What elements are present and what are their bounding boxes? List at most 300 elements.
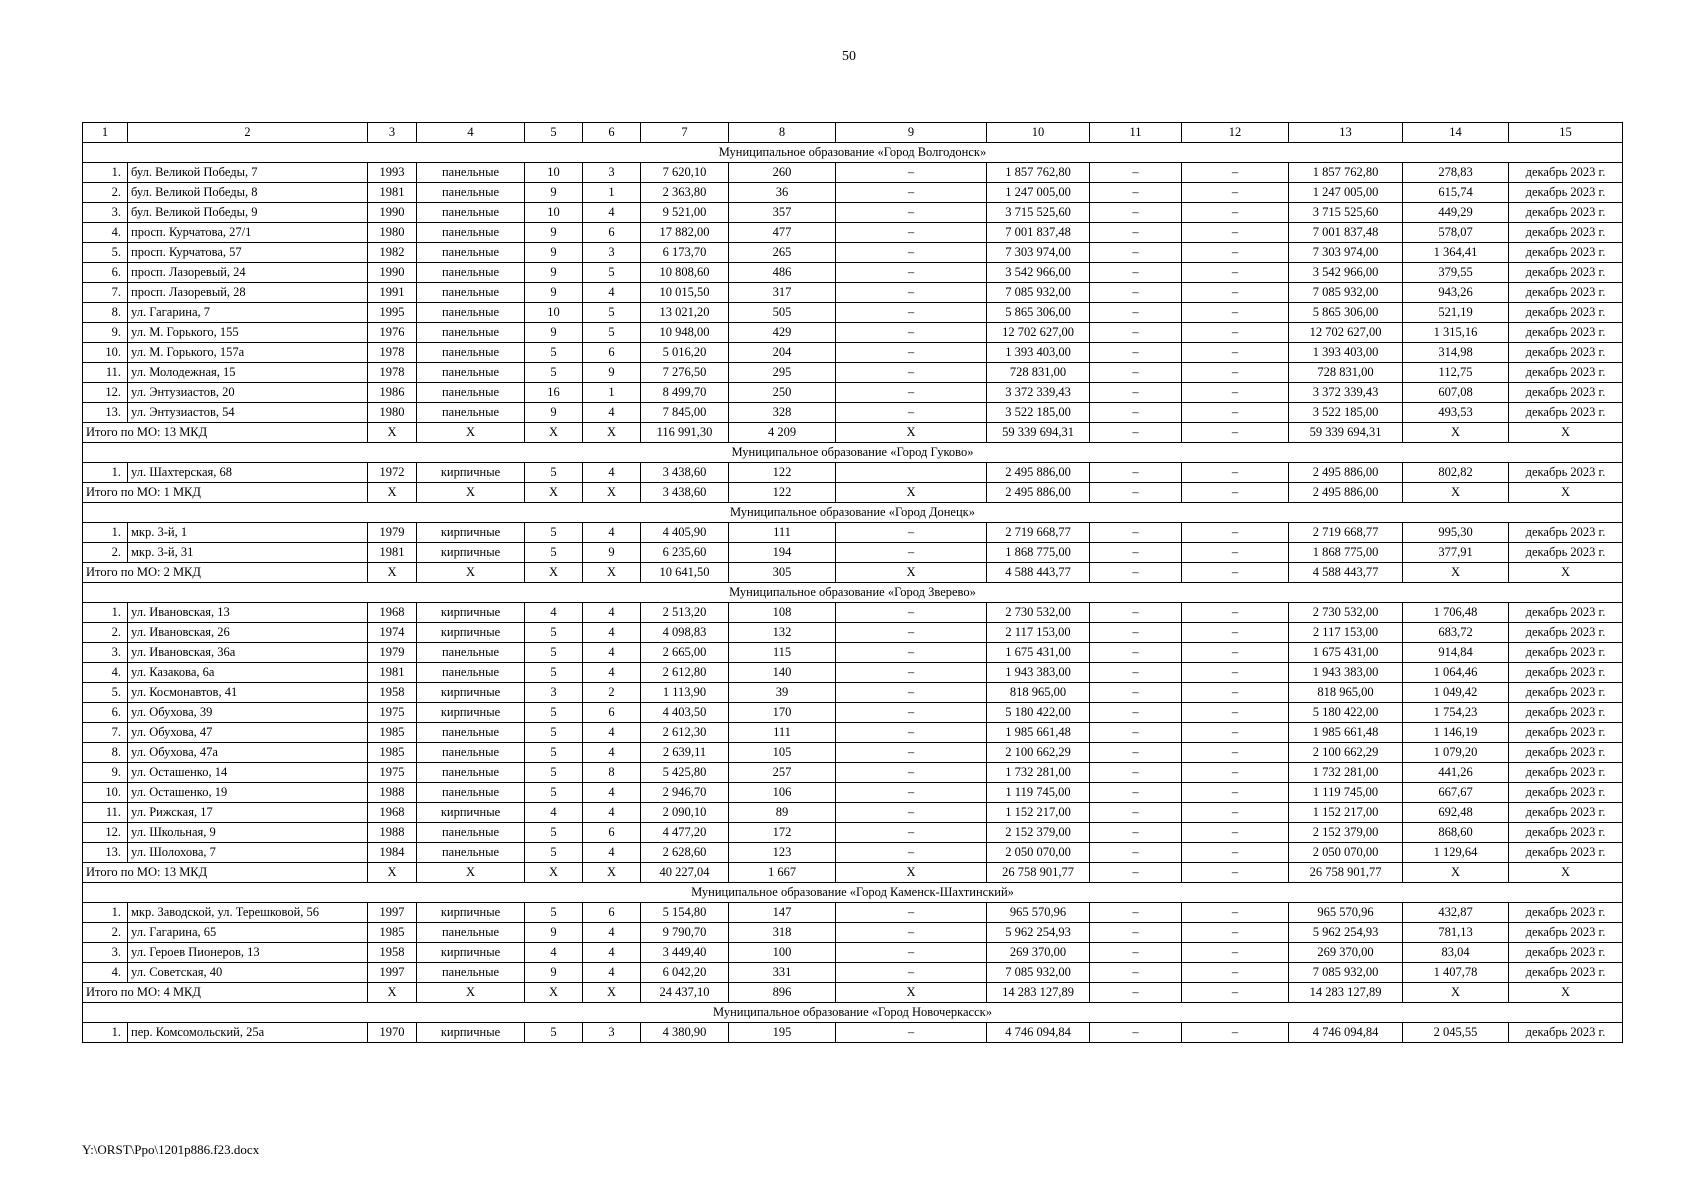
- table-cell: кирпичные: [417, 603, 525, 623]
- table-cell: 5: [525, 643, 583, 663]
- table-cell: –: [1090, 323, 1182, 343]
- table-cell: 1968: [368, 603, 417, 623]
- table-cell: декабрь 2023 г.: [1509, 903, 1623, 923]
- total-cell: 59 339 694,31: [987, 423, 1090, 443]
- total-cell: 305: [729, 563, 836, 583]
- table-cell: 7 276,50: [641, 363, 729, 383]
- municipality-total-row: [83, 423, 1623, 443]
- table-cell: –: [1090, 663, 1182, 683]
- table-cell: 3 522 185,00: [1289, 403, 1403, 423]
- table-cell: декабрь 2023 г.: [1509, 403, 1623, 423]
- total-cell: –: [1090, 483, 1182, 503]
- table-cell: декабрь 2023 г.: [1509, 1023, 1623, 1043]
- table-cell: 4: [525, 803, 583, 823]
- table-cell: 1 152 217,00: [987, 803, 1090, 823]
- table-cell: 317: [729, 283, 836, 303]
- table-cell: 2 946,70: [641, 783, 729, 803]
- table-cell: –: [836, 923, 987, 943]
- table-cell: панельные: [417, 783, 525, 803]
- table-cell: 4: [583, 923, 641, 943]
- table-row: [83, 823, 1623, 843]
- total-cell: Х: [836, 563, 987, 583]
- table-cell: 1 868 775,00: [987, 543, 1090, 563]
- table-cell: 10.: [83, 343, 128, 363]
- table-cell: 9: [525, 263, 583, 283]
- table-row: [83, 623, 1623, 643]
- table-cell: –: [1090, 923, 1182, 943]
- table-cell: 2 665,00: [641, 643, 729, 663]
- table-cell: 260: [729, 163, 836, 183]
- table-cell: 6: [583, 703, 641, 723]
- table-cell: ул. Энтузиастов, 20: [128, 383, 368, 403]
- table-cell: –: [1182, 623, 1289, 643]
- table-cell: –: [1182, 223, 1289, 243]
- table-cell: 111: [729, 523, 836, 543]
- table-cell: 1978: [368, 363, 417, 383]
- table-cell: панельные: [417, 823, 525, 843]
- column-number-header: 9: [836, 123, 987, 143]
- table-cell: –: [1182, 743, 1289, 763]
- table-cell: 1993: [368, 163, 417, 183]
- table-cell: 122: [729, 463, 836, 483]
- table-cell: 2 612,80: [641, 663, 729, 683]
- table-cell: 1 706,48: [1403, 603, 1509, 623]
- table-cell: 1.: [83, 603, 128, 623]
- table-row: [83, 163, 1623, 183]
- total-cell: Х: [836, 423, 987, 443]
- table-cell: 2 100 662,29: [987, 743, 1090, 763]
- table-cell: 5.: [83, 243, 128, 263]
- table-cell: 5 180 422,00: [987, 703, 1090, 723]
- table-cell: просп. Курчатова, 57: [128, 243, 368, 263]
- table-cell: 4.: [83, 223, 128, 243]
- table-cell: –: [1182, 163, 1289, 183]
- table-cell: –: [1090, 383, 1182, 403]
- total-cell: 26 758 901,77: [1289, 863, 1403, 883]
- table-cell: 1972: [368, 463, 417, 483]
- table-cell: 521,19: [1403, 303, 1509, 323]
- total-label: Итого по МО: 13 МКД: [83, 423, 368, 443]
- total-cell: –: [1090, 863, 1182, 883]
- table-cell: –: [1090, 963, 1182, 983]
- table-cell: 493,53: [1403, 403, 1509, 423]
- table-row: [83, 923, 1623, 943]
- table-cell: 2 628,60: [641, 843, 729, 863]
- column-number-header: 12: [1182, 123, 1289, 143]
- table-cell: 3.: [83, 203, 128, 223]
- table-cell: 11.: [83, 803, 128, 823]
- table-cell: –: [1090, 623, 1182, 643]
- table-cell: 1 393 403,00: [987, 343, 1090, 363]
- table-cell: 9: [583, 543, 641, 563]
- table-cell: кирпичные: [417, 803, 525, 823]
- total-cell: –: [1182, 983, 1289, 1003]
- table-cell: 1981: [368, 663, 417, 683]
- table-cell: 5.: [83, 683, 128, 703]
- table-cell: 5 962 254,93: [987, 923, 1090, 943]
- table-cell: 4: [583, 403, 641, 423]
- table-cell: –: [836, 823, 987, 843]
- table-cell: декабрь 2023 г.: [1509, 323, 1623, 343]
- table-cell: 3 522 185,00: [987, 403, 1090, 423]
- table-cell: 5: [525, 543, 583, 563]
- column-number-header: 8: [729, 123, 836, 143]
- table-cell: –: [1182, 383, 1289, 403]
- table-cell: 11.: [83, 363, 128, 383]
- table-cell: декабрь 2023 г.: [1509, 823, 1623, 843]
- table-cell: –: [1090, 463, 1182, 483]
- table-cell: 2 513,20: [641, 603, 729, 623]
- total-cell: –: [1182, 563, 1289, 583]
- table-cell: ул. Рижская, 17: [128, 803, 368, 823]
- table-cell: панельные: [417, 743, 525, 763]
- table-cell: 1985: [368, 743, 417, 763]
- table-cell: –: [836, 183, 987, 203]
- table-cell: 7 620,10: [641, 163, 729, 183]
- table-row: [83, 243, 1623, 263]
- table-cell: декабрь 2023 г.: [1509, 683, 1623, 703]
- table-cell: 4: [583, 663, 641, 683]
- table-cell: –: [836, 843, 987, 863]
- table-cell: –: [1090, 223, 1182, 243]
- total-cell: Х: [368, 483, 417, 503]
- table-cell: 172: [729, 823, 836, 843]
- table-cell: 965 570,96: [987, 903, 1090, 923]
- table-row: [83, 303, 1623, 323]
- total-cell: Х: [525, 423, 583, 443]
- municipality-total-row: [83, 983, 1623, 1003]
- column-number-header: 4: [417, 123, 525, 143]
- table-cell: –: [836, 1023, 987, 1043]
- municipality-title: Муниципальное образование «Город Гуково»: [83, 443, 1623, 463]
- table-cell: 5 016,20: [641, 343, 729, 363]
- table-cell: –: [1182, 703, 1289, 723]
- table-row: [83, 383, 1623, 403]
- table-cell: 943,26: [1403, 283, 1509, 303]
- table-cell: 5: [525, 523, 583, 543]
- table-cell: –: [1090, 203, 1182, 223]
- table-cell: –: [1182, 603, 1289, 623]
- total-cell: Х: [1509, 423, 1623, 443]
- total-cell: Х: [417, 983, 525, 1003]
- table-cell: –: [836, 403, 987, 423]
- table-cell: 2 045,55: [1403, 1023, 1509, 1043]
- table-cell: бул. Великой Победы, 8: [128, 183, 368, 203]
- table-cell: 357: [729, 203, 836, 223]
- table-cell: –: [836, 203, 987, 223]
- table-cell: –: [836, 543, 987, 563]
- table-cell: декабрь 2023 г.: [1509, 663, 1623, 683]
- table-cell: 683,72: [1403, 623, 1509, 643]
- table-cell: 5: [525, 723, 583, 743]
- municipality-title: Муниципальное образование «Город Каменск-Шахтинский»: [83, 883, 1623, 903]
- table-cell: 4: [583, 603, 641, 623]
- table-cell: 12.: [83, 823, 128, 843]
- table-cell: –: [1182, 543, 1289, 563]
- table-cell: –: [836, 963, 987, 983]
- table-row: [83, 783, 1623, 803]
- table-cell: –: [1182, 783, 1289, 803]
- table-cell: 5: [525, 623, 583, 643]
- table-cell: мкр. Заводской, ул. Терешковой, 56: [128, 903, 368, 923]
- table-cell: ул. Обухова, 39: [128, 703, 368, 723]
- table-cell: –: [1090, 683, 1182, 703]
- table-cell: 1986: [368, 383, 417, 403]
- table-cell: 106: [729, 783, 836, 803]
- table-cell: –: [836, 603, 987, 623]
- table-cell: декабрь 2023 г.: [1509, 523, 1623, 543]
- total-cell: 24 437,10: [641, 983, 729, 1003]
- total-cell: Х: [1403, 423, 1509, 443]
- table-cell: 1: [583, 183, 641, 203]
- table-cell: 8: [583, 763, 641, 783]
- table-cell: 5: [525, 343, 583, 363]
- table-cell: 12 702 627,00: [987, 323, 1090, 343]
- table-cell: 2 090,10: [641, 803, 729, 823]
- total-cell: Х: [525, 483, 583, 503]
- table-cell: 39: [729, 683, 836, 703]
- table-cell: 692,48: [1403, 803, 1509, 823]
- table-cell: –: [836, 223, 987, 243]
- table-cell: –: [1182, 803, 1289, 823]
- table-cell: –: [836, 323, 987, 343]
- table-cell: 2 719 668,77: [987, 523, 1090, 543]
- table-row: [83, 743, 1623, 763]
- table-row: [83, 463, 1623, 483]
- table-cell: 1 868 775,00: [1289, 543, 1403, 563]
- column-number-header: 13: [1289, 123, 1403, 143]
- table-cell: 379,55: [1403, 263, 1509, 283]
- table-cell: 4: [583, 463, 641, 483]
- table-cell: 1 119 745,00: [1289, 783, 1403, 803]
- table-cell: 1980: [368, 403, 417, 423]
- table-cell: 9: [525, 183, 583, 203]
- table-cell: –: [1090, 303, 1182, 323]
- table-cell: –: [1182, 923, 1289, 943]
- table-cell: 5 180 422,00: [1289, 703, 1403, 723]
- table-cell: 3.: [83, 643, 128, 663]
- table-cell: 3 542 966,00: [987, 263, 1090, 283]
- table-cell: мкр. 3-й, 1: [128, 523, 368, 543]
- table-cell: 2 730 532,00: [1289, 603, 1403, 623]
- table-cell: кирпичные: [417, 463, 525, 483]
- municipality-title: Муниципальное образование «Город Новочеркасск»: [83, 1003, 1623, 1023]
- table-cell: 1981: [368, 543, 417, 563]
- municipality-section-row: [83, 443, 1623, 463]
- table-cell: 1 675 431,00: [987, 643, 1090, 663]
- table-cell: –: [836, 243, 987, 263]
- total-cell: Х: [583, 423, 641, 443]
- table-cell: 3 372 339,43: [1289, 383, 1403, 403]
- table-cell: 295: [729, 363, 836, 383]
- table-cell: панельные: [417, 363, 525, 383]
- table-cell: 9.: [83, 323, 128, 343]
- table-cell: 5: [525, 843, 583, 863]
- table-cell: –: [1182, 763, 1289, 783]
- table-cell: 1 943 383,00: [987, 663, 1090, 683]
- table-cell: –: [1182, 323, 1289, 343]
- table-cell: –: [1090, 543, 1182, 563]
- table-cell: панельные: [417, 243, 525, 263]
- table-cell: –: [1182, 723, 1289, 743]
- table-cell: ул. Гагарина, 65: [128, 923, 368, 943]
- table-cell: 6: [583, 223, 641, 243]
- total-cell: Х: [525, 983, 583, 1003]
- table-cell: 318: [729, 923, 836, 943]
- table-cell: 1 985 661,48: [987, 723, 1090, 743]
- table-cell: кирпичные: [417, 1023, 525, 1043]
- table-cell: 1 315,16: [1403, 323, 1509, 343]
- table-row: [83, 523, 1623, 543]
- table-cell: 195: [729, 1023, 836, 1043]
- table-cell: декабрь 2023 г.: [1509, 743, 1623, 763]
- table-cell: 5: [525, 903, 583, 923]
- table-cell: декабрь 2023 г.: [1509, 163, 1623, 183]
- total-cell: 4 588 443,77: [987, 563, 1090, 583]
- table-cell: 4 403,50: [641, 703, 729, 723]
- total-cell: Х: [836, 483, 987, 503]
- table-cell: декабрь 2023 г.: [1509, 723, 1623, 743]
- table-cell: декабрь 2023 г.: [1509, 943, 1623, 963]
- table-cell: 6 235,60: [641, 543, 729, 563]
- table-cell: 5: [525, 783, 583, 803]
- table-cell: 2 117 153,00: [987, 623, 1090, 643]
- table-cell: 4: [583, 743, 641, 763]
- table-cell: 7 845,00: [641, 403, 729, 423]
- table-cell: –: [1090, 903, 1182, 923]
- table-cell: 4: [583, 963, 641, 983]
- total-cell: Х: [417, 863, 525, 883]
- total-cell: Х: [1403, 863, 1509, 883]
- table-cell: 331: [729, 963, 836, 983]
- total-cell: Х: [417, 423, 525, 443]
- table-row: [83, 683, 1623, 703]
- table-cell: 1 247 005,00: [987, 183, 1090, 203]
- table-cell: 12 702 627,00: [1289, 323, 1403, 343]
- municipality-section-row: [83, 883, 1623, 903]
- table-cell: –: [1182, 1023, 1289, 1043]
- table-cell: 4 098,83: [641, 623, 729, 643]
- table-cell: 1997: [368, 903, 417, 923]
- total-cell: Х: [1509, 983, 1623, 1003]
- table-cell: –: [836, 803, 987, 823]
- table-cell: панельные: [417, 223, 525, 243]
- table-cell: кирпичные: [417, 903, 525, 923]
- table-cell: 10 015,50: [641, 283, 729, 303]
- table-cell: декабрь 2023 г.: [1509, 923, 1623, 943]
- municipality-total-row: [83, 483, 1623, 503]
- table-cell: 2 152 379,00: [987, 823, 1090, 843]
- total-label: Итого по МО: 13 МКД: [83, 863, 368, 883]
- table-cell: просп. Курчатова, 27/1: [128, 223, 368, 243]
- footer-file-path: Y:\ORST\Ppo\1201p886.f23.docx: [82, 1142, 260, 1157]
- table-cell: 2.: [83, 923, 128, 943]
- table-cell: –: [836, 523, 987, 543]
- table-cell: 16: [525, 383, 583, 403]
- table-row: [83, 643, 1623, 663]
- table-row: [83, 343, 1623, 363]
- table-cell: 3.: [83, 943, 128, 963]
- table-cell: 2.: [83, 623, 128, 643]
- table-cell: 7 085 932,00: [987, 283, 1090, 303]
- total-cell: –: [1182, 423, 1289, 443]
- table-row: [83, 763, 1623, 783]
- table-cell: 5 865 306,00: [987, 303, 1090, 323]
- table-cell: 441,26: [1403, 763, 1509, 783]
- table-cell: –: [1182, 463, 1289, 483]
- table-cell: 7 085 932,00: [1289, 283, 1403, 303]
- table-cell: мкр. 3-й, 31: [128, 543, 368, 563]
- table-cell: 36: [729, 183, 836, 203]
- table-cell: ул. М. Горького, 157а: [128, 343, 368, 363]
- table-cell: декабрь 2023 г.: [1509, 963, 1623, 983]
- total-cell: 1 667: [729, 863, 836, 883]
- table-cell: 5 425,80: [641, 763, 729, 783]
- total-label: Итого по МО: 1 МКД: [83, 483, 368, 503]
- table-cell: 1991: [368, 283, 417, 303]
- table-cell: 123: [729, 843, 836, 863]
- table-cell: 2 639,11: [641, 743, 729, 763]
- table-cell: –: [836, 723, 987, 743]
- table-row: [83, 603, 1623, 623]
- table-cell: 140: [729, 663, 836, 683]
- table-cell: 328: [729, 403, 836, 423]
- table-cell: 5 154,80: [641, 903, 729, 923]
- table-cell: ул. Ивановская, 26: [128, 623, 368, 643]
- table-cell: декабрь 2023 г.: [1509, 843, 1623, 863]
- table-cell: –: [1090, 743, 1182, 763]
- table-cell: панельные: [417, 323, 525, 343]
- total-cell: 122: [729, 483, 836, 503]
- table-cell: 1 119 745,00: [987, 783, 1090, 803]
- municipality-title: Муниципальное образование «Город Волгодонск»: [83, 143, 1623, 163]
- table-cell: 1982: [368, 243, 417, 263]
- table-cell: –: [1090, 403, 1182, 423]
- total-cell: 3 438,60: [641, 483, 729, 503]
- table-cell: –: [1090, 1023, 1182, 1043]
- table-cell: 257: [729, 763, 836, 783]
- table-cell: –: [1090, 803, 1182, 823]
- table-cell: –: [1090, 363, 1182, 383]
- table-cell: 1 079,20: [1403, 743, 1509, 763]
- table-cell: 6: [583, 823, 641, 843]
- table-row: [83, 943, 1623, 963]
- municipality-title: Муниципальное образование «Город Зверево»: [83, 583, 1623, 603]
- total-cell: –: [1182, 863, 1289, 883]
- table-cell: 8.: [83, 303, 128, 323]
- table-cell: 269 370,00: [1289, 943, 1403, 963]
- table-row: [83, 363, 1623, 383]
- table-cell: панельные: [417, 843, 525, 863]
- table-cell: просп. Лазоревый, 28: [128, 283, 368, 303]
- total-cell: Х: [583, 863, 641, 883]
- table-row: [83, 1023, 1623, 1043]
- total-cell: Х: [417, 483, 525, 503]
- table-cell: ул. Космонавтов, 41: [128, 683, 368, 703]
- table-cell: 818 965,00: [987, 683, 1090, 703]
- table-cell: 1 064,46: [1403, 663, 1509, 683]
- table-cell: декабрь 2023 г.: [1509, 343, 1623, 363]
- table-cell: 4: [583, 803, 641, 823]
- table-row: [83, 903, 1623, 923]
- table-cell: –: [1090, 723, 1182, 743]
- column-number-header: 6: [583, 123, 641, 143]
- total-cell: 4 588 443,77: [1289, 563, 1403, 583]
- table-cell: 3: [583, 243, 641, 263]
- table-cell: 5: [525, 663, 583, 683]
- table-cell: 1975: [368, 763, 417, 783]
- table-cell: 6.: [83, 263, 128, 283]
